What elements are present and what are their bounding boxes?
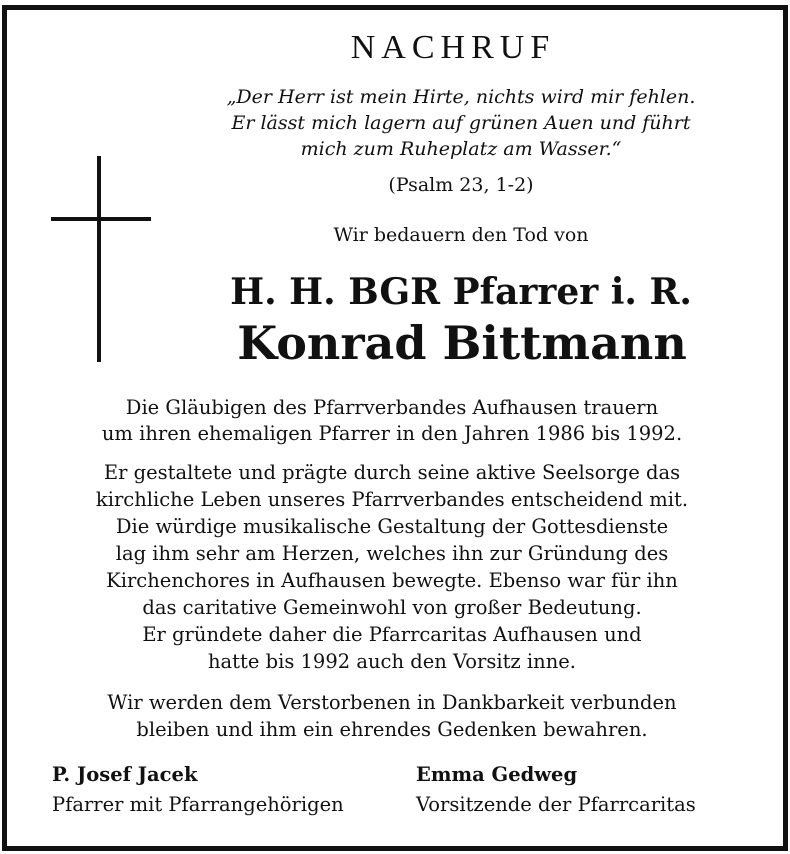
cross-icon	[97, 156, 101, 362]
paragraph-1-line-2: um ihren ehemaligen Pfarrer in den Jahren 1986 bis 1992.	[101, 422, 683, 445]
paragraph-2-line-1: Er gestaltete und prägte durch seine aktive Seelsorge das	[103, 461, 681, 484]
paragraph-2-line-6: das caritative Gemeinwohl von großer Bedeutung.	[142, 596, 642, 619]
psalm-citation: (Psalm 23, 1-2)	[388, 174, 534, 196]
paragraph-2-line-3: Die würdige musikalische Gestaltung der Gottesdienste	[115, 515, 669, 538]
paragraph-2-line-7: Er gründete daher die Pfarrcaritas Aufhausen und	[142, 623, 642, 646]
paragraph-2-line-8: hatte bis 1992 auch den Vorsitz inne.	[208, 650, 576, 673]
notice-heading: NACHRUF	[350, 29, 556, 66]
paragraph-3-line-1: Wir werden dem Verstorbenen in Dankbarkeit verbunden	[107, 691, 677, 714]
deceased-title: H. H. BGR Pfarrer i. R.	[230, 271, 692, 313]
signature-1-name: P. Josef Jacek	[52, 763, 198, 786]
paragraph-1-line-1: Die Gläubigen des Pfarrverbandes Aufhausen trauern	[125, 396, 659, 419]
intro-text: Wir bedauern den Tod von	[333, 224, 589, 246]
psalm-quote-line-2: Er lässt mich lagern auf grünen Auen und führt	[231, 112, 691, 134]
paragraph-2-line-2: kirchliche Leben unseres Pfarrverbandes entscheidend mit.	[95, 488, 689, 511]
deceased-name: Konrad Bittmann	[237, 316, 687, 370]
signature-2-role: Vorsitzende der Pfarrcaritas	[416, 793, 696, 816]
paragraph-3-line-2: bleiben und ihm ein ehrendes Gedenken bewahren.	[136, 718, 648, 741]
psalm-quote-line-1: „Der Herr ist mein Hirte, nichts wird mir fehlen.	[226, 86, 696, 108]
paragraph-2-line-4: lag ihm sehr am Herzen, welches ihn zur Gründung des	[115, 542, 669, 565]
cross-icon-crossbar	[51, 217, 151, 221]
signature-1-role: Pfarrer mit Pfarrangehörigen	[52, 793, 344, 816]
psalm-quote-line-3: mich zum Ruheplatz am Wasser.“	[300, 138, 622, 160]
paragraph-2-line-5: Kirchenchores in Aufhausen bewegte. Ebenso war für ihn	[106, 569, 678, 592]
signature-2-name: Emma Gedweg	[416, 763, 578, 786]
